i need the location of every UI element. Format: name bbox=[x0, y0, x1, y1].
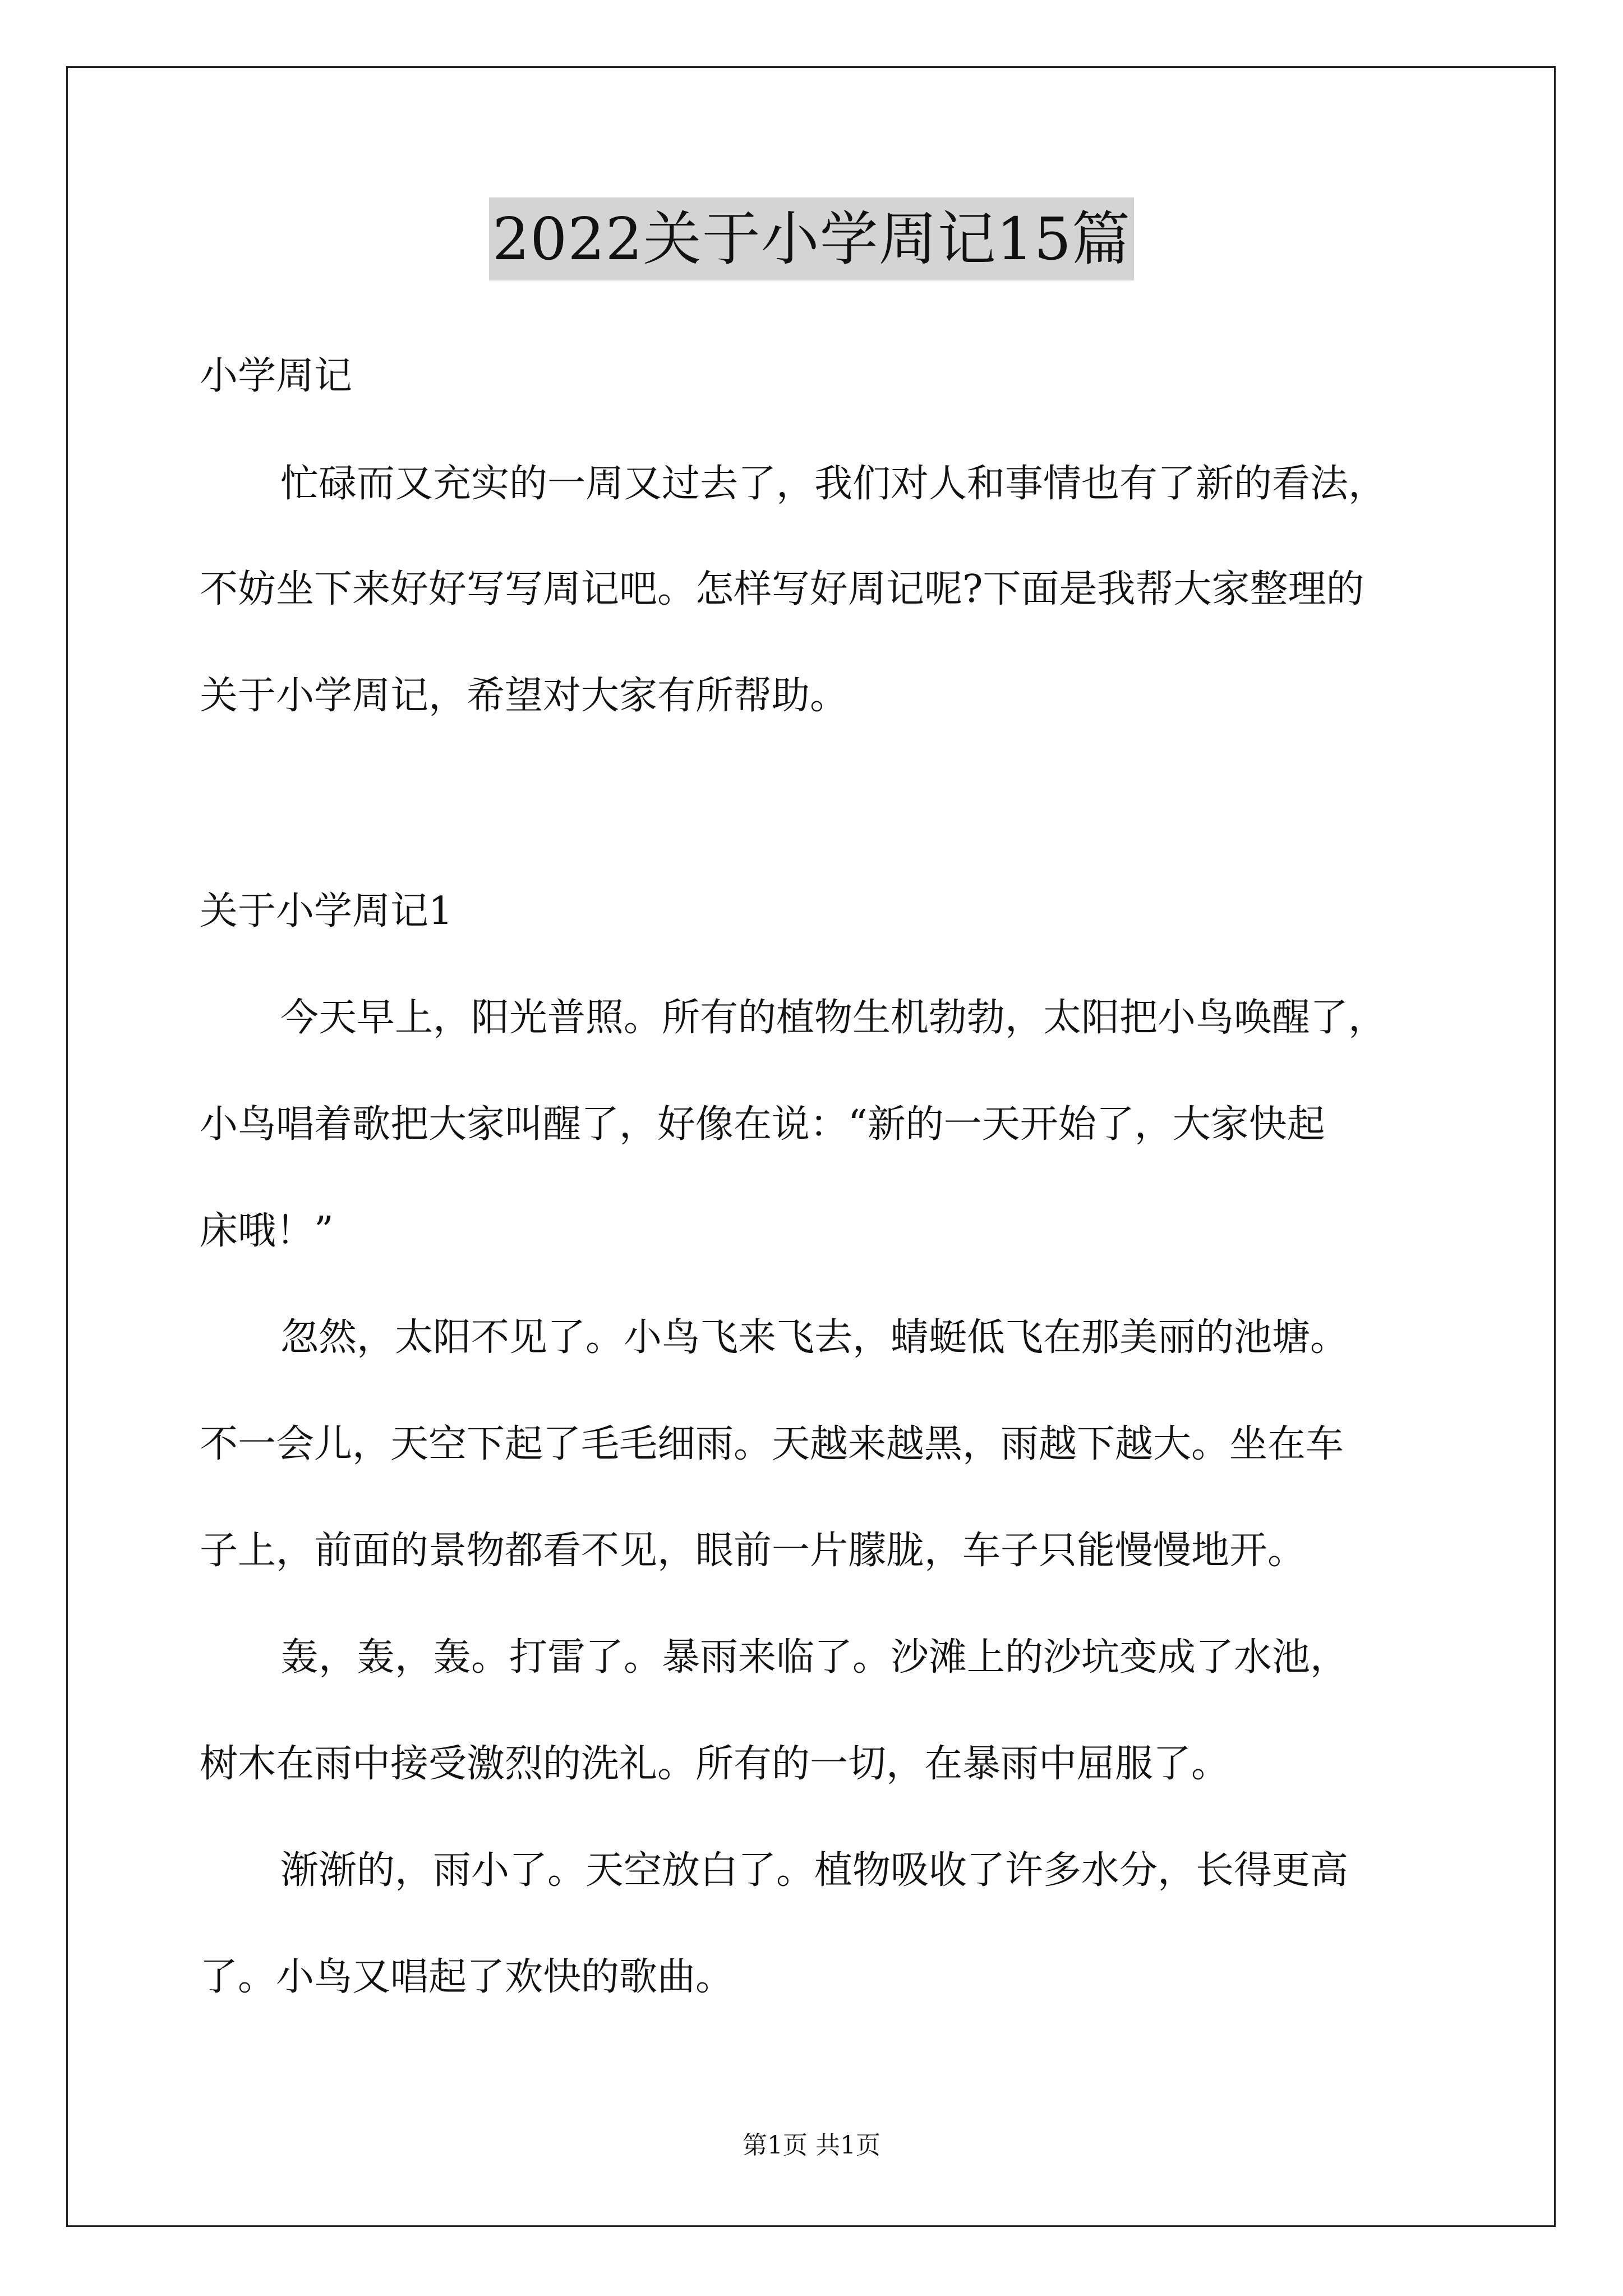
paragraph-line: 轰，轰，轰。打雷了。暴雨来临了。沙滩上的沙坑变成了水池， bbox=[280, 1635, 1349, 1680]
paragraph-line: 渐渐的，雨小了。天空放白了。植物吸收了许多水分，长得更高 bbox=[280, 1848, 1349, 1893]
paragraph-line: 忙碌而又充实的一周又过去了，我们对人和事情也有了新的看法， bbox=[280, 462, 1387, 506]
paragraph-line: 小鸟唱着歌把大家叫醒了，好像在说：“新的一天开始了，大家快起 bbox=[200, 1102, 1325, 1147]
paragraph-line: 了。小鸟又唱起了欢快的歌曲。 bbox=[200, 1955, 734, 1999]
paragraph-line: 忽然，太阳不见了。小鸟飞来飞去，蜻蜓低飞在那美丽的池塘。 bbox=[280, 1315, 1349, 1360]
paragraph-line: 床哦！” bbox=[200, 1209, 334, 1253]
paragraph-line: 树木在雨中接受激烈的洗礼。所有的一切，在暴雨中屈服了。 bbox=[200, 1742, 1230, 1786]
title-container bbox=[0, 197, 1623, 280]
paragraph-line: 子上，前面的景物都看不见，眼前一片朦胧，车子只能慢慢地开。 bbox=[200, 1529, 1306, 1573]
paragraph-line: 不一会儿，天空下起了毛毛细雨。天越来越黑，雨越下越大。坐在车 bbox=[200, 1422, 1344, 1466]
section-heading: 关于小学周记1 bbox=[200, 889, 453, 933]
paragraph-line: 今天早上，阳光普照。所有的植物生机勃勃，太阳把小鸟唤醒了， bbox=[280, 996, 1387, 1040]
page-footer: 第1页 共1页 bbox=[743, 2131, 880, 2160]
document-title: 2022关于小学周记15篇 bbox=[489, 197, 1134, 280]
section-heading: 小学周记 bbox=[200, 354, 353, 398]
paragraph-line: 不妨坐下来好好写写周记吧。怎样写好周记呢?下面是我帮大家整理的 bbox=[200, 567, 1364, 611]
paragraph-line: 关于小学周记，希望对大家有所帮助。 bbox=[200, 674, 849, 718]
